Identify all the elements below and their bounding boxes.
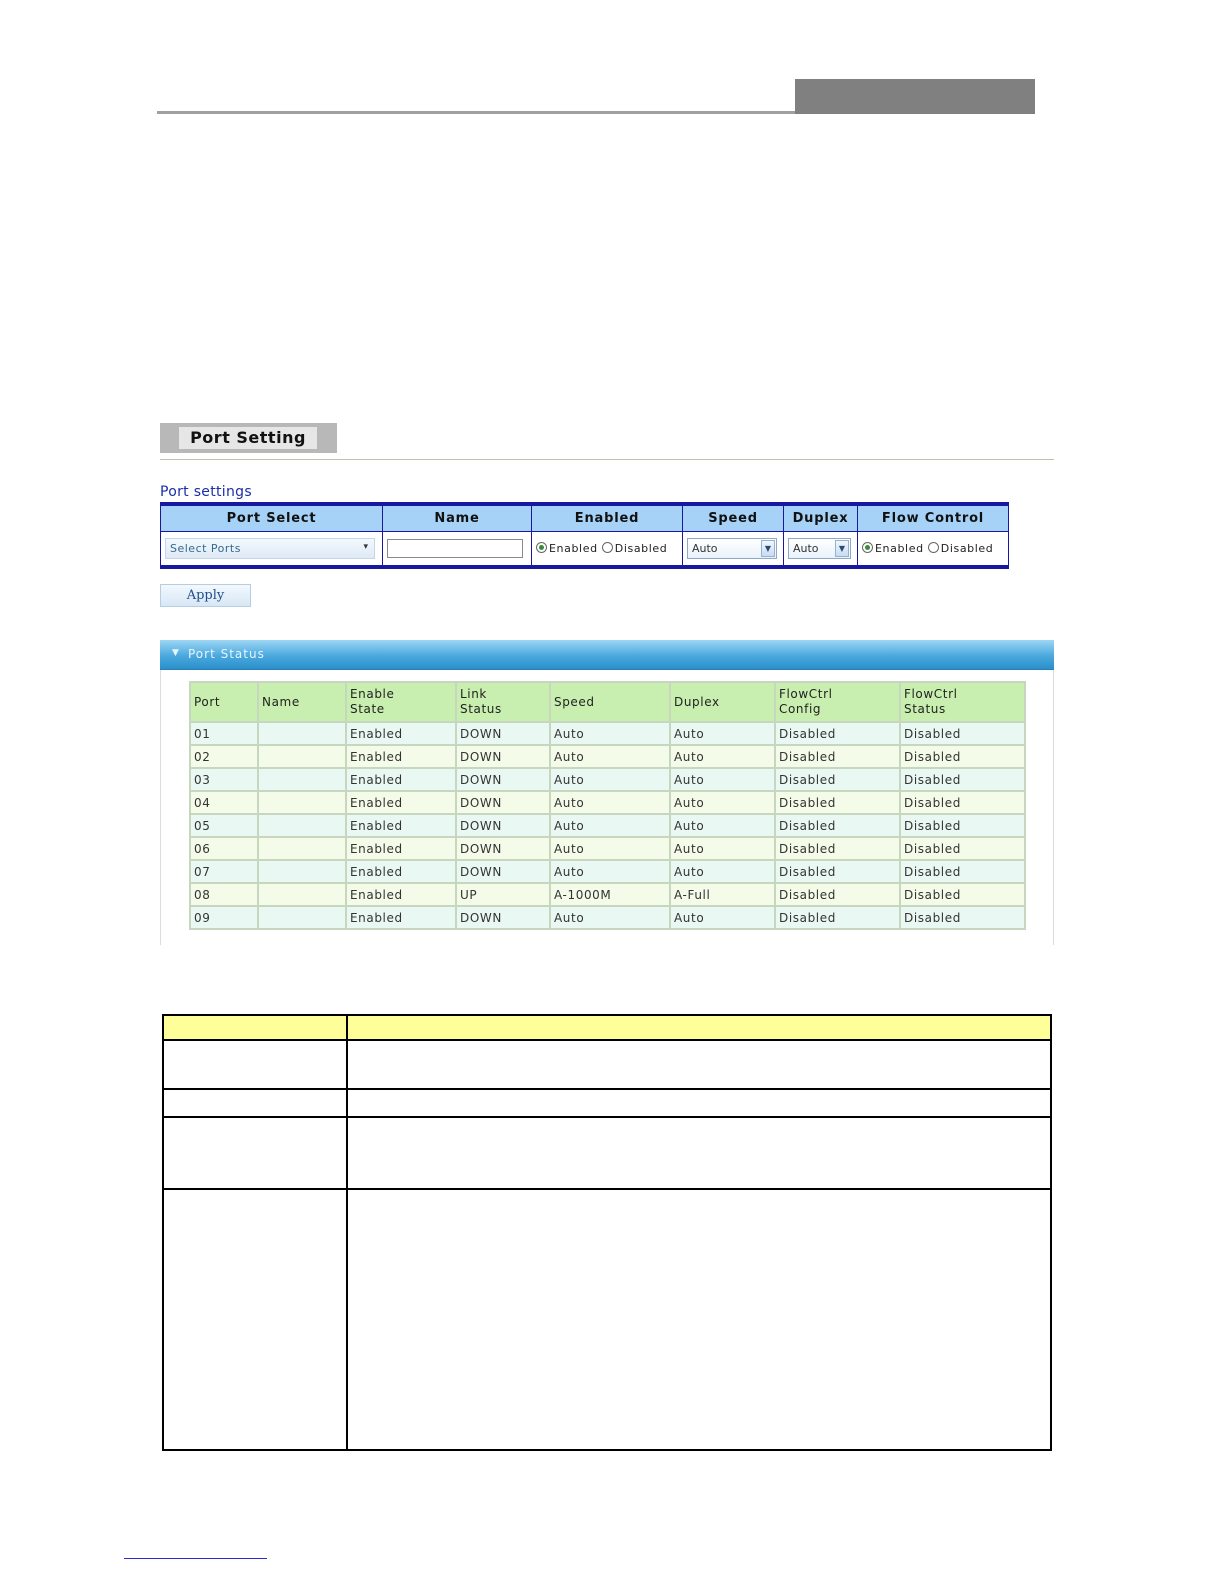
table-cell: Disabled	[900, 906, 1025, 929]
table-cell: Disabled	[775, 860, 900, 883]
header-block	[795, 79, 1035, 114]
table-cell: Disabled	[775, 906, 900, 929]
table-cell: A-Full	[670, 883, 775, 906]
table-cell: Disabled	[775, 722, 900, 745]
status-col-header	[346, 682, 456, 722]
port-select-value: Select Ports	[170, 542, 241, 555]
flow-disabled-option-label: Disabled	[940, 542, 994, 555]
col-duplex: Duplex	[784, 506, 858, 532]
status-col-header-line: Duplex	[674, 694, 720, 709]
table-cell: DOWN	[456, 722, 550, 745]
status-col-header-line: Port	[194, 694, 221, 709]
table-row	[190, 860, 1025, 883]
table-cell: Disabled	[900, 814, 1025, 837]
title-divider	[160, 459, 1054, 460]
radio-checked-icon	[536, 542, 547, 553]
table-row	[190, 768, 1025, 791]
port-settings-heading: Port settings	[160, 484, 252, 500]
table-cell: Auto	[670, 906, 775, 929]
table-cell: UP	[456, 883, 550, 906]
table-cell: 07	[190, 860, 258, 883]
table-cell: DOWN	[456, 906, 550, 929]
flow-control-radio-group	[858, 532, 1008, 565]
table-cell: Auto	[670, 837, 775, 860]
col-enabled: Enabled	[532, 506, 683, 532]
table-cell: Auto	[670, 814, 775, 837]
table-cell: DOWN	[456, 745, 550, 768]
table-cell: Disabled	[900, 722, 1025, 745]
table-cell	[258, 860, 346, 883]
table-cell: Enabled	[346, 906, 456, 929]
table-row	[190, 906, 1025, 929]
port-select-cell	[161, 532, 383, 565]
radio-unchecked-icon	[602, 542, 613, 553]
status-col-header-line: FlowCtrl	[904, 687, 958, 701]
port-status-panel	[160, 640, 1054, 945]
enabled-radio-enabled[interactable]	[536, 542, 598, 555]
table-cell: Enabled	[346, 860, 456, 883]
desc-cell	[163, 1040, 347, 1089]
desc-cell	[163, 1189, 347, 1450]
chevron-down-icon: ▾	[363, 542, 369, 552]
port-status-body	[160, 670, 1054, 945]
desc-cell	[347, 1089, 1051, 1117]
table-cell	[258, 768, 346, 791]
table-cell: Enabled	[346, 814, 456, 837]
footer-link-rule	[124, 1558, 267, 1559]
desc-cell	[347, 1117, 1051, 1189]
status-col-header	[775, 682, 900, 722]
desc-cell	[163, 1089, 347, 1117]
table-cell: Auto	[550, 837, 670, 860]
table-cell: Enabled	[346, 883, 456, 906]
chevron-down-icon: ▼	[761, 540, 775, 557]
description-table	[162, 1014, 1052, 1451]
table-row	[190, 791, 1025, 814]
table-cell	[258, 745, 346, 768]
table-cell: Enabled	[346, 722, 456, 745]
table-cell: DOWN	[456, 814, 550, 837]
table-cell: Auto	[550, 768, 670, 791]
status-col-header	[258, 682, 346, 722]
table-cell: Auto	[670, 745, 775, 768]
enabled-radio-disabled[interactable]	[602, 542, 668, 555]
table-cell: Auto	[670, 791, 775, 814]
table-cell: Disabled	[775, 814, 900, 837]
table-cell: DOWN	[456, 837, 550, 860]
port-status-header[interactable]	[160, 640, 1054, 670]
col-flow-control: Flow Control	[858, 506, 1008, 532]
status-col-header-line: Link	[460, 687, 487, 701]
status-col-header-line: Status	[904, 702, 946, 716]
table-cell: Disabled	[775, 745, 900, 768]
status-col-header-line: Speed	[554, 694, 595, 709]
flow-control-radio-enabled[interactable]	[862, 542, 924, 555]
table-cell: Disabled	[900, 791, 1025, 814]
page-title-tab	[160, 423, 337, 453]
port-name-input[interactable]	[387, 539, 523, 558]
name-cell	[383, 532, 532, 565]
col-port-select: Port Select	[161, 506, 383, 532]
status-col-header-line: FlowCtrl	[779, 687, 833, 701]
status-col-header-line: Name	[262, 694, 300, 709]
status-col-header-line: Enable	[350, 687, 395, 701]
duplex-select[interactable]	[788, 538, 851, 559]
status-col-header	[670, 682, 775, 722]
table-cell	[258, 814, 346, 837]
table-cell: Disabled	[900, 745, 1025, 768]
col-name: Name	[383, 506, 532, 532]
table-cell: 01	[190, 722, 258, 745]
table-row	[190, 722, 1025, 745]
flow-enabled-option-label: Enabled	[875, 542, 924, 555]
page-title: Port Setting	[179, 427, 317, 449]
table-cell: 02	[190, 745, 258, 768]
table-cell: Auto	[550, 860, 670, 883]
table-cell: Enabled	[346, 745, 456, 768]
table-cell: Enabled	[346, 768, 456, 791]
table-cell: A-1000M	[550, 883, 670, 906]
desc-header-cell	[347, 1015, 1051, 1040]
desc-cell	[347, 1040, 1051, 1089]
status-col-header-line: Config	[779, 702, 822, 716]
table-cell: 08	[190, 883, 258, 906]
table-cell: Disabled	[900, 860, 1025, 883]
table-cell: DOWN	[456, 791, 550, 814]
table-cell: Auto	[550, 722, 670, 745]
table-row	[190, 814, 1025, 837]
table-cell: 04	[190, 791, 258, 814]
table-cell: Disabled	[775, 791, 900, 814]
port-status-table	[189, 681, 1026, 930]
collapse-triangle-icon: ▼	[172, 648, 180, 658]
enabled-option-label: Enabled	[549, 542, 598, 555]
table-cell	[258, 791, 346, 814]
table-cell: Enabled	[346, 791, 456, 814]
table-cell	[258, 837, 346, 860]
table-cell: DOWN	[456, 860, 550, 883]
status-col-header-line: State	[350, 702, 385, 716]
table-cell: 03	[190, 768, 258, 791]
desc-cell	[163, 1117, 347, 1189]
status-col-header	[550, 682, 670, 722]
speed-cell	[683, 532, 784, 565]
table-cell: Auto	[670, 722, 775, 745]
table-cell	[258, 906, 346, 929]
table-cell: Disabled	[900, 768, 1025, 791]
disabled-option-label: Disabled	[614, 542, 668, 555]
port-status-title: Port Status	[188, 647, 265, 661]
table-cell: 06	[190, 837, 258, 860]
table-cell: Auto	[550, 814, 670, 837]
header-rule	[157, 111, 795, 114]
desc-cell	[347, 1189, 1051, 1450]
table-cell: 05	[190, 814, 258, 837]
status-col-header	[900, 682, 1025, 722]
table-cell: Auto	[550, 906, 670, 929]
table-row	[190, 837, 1025, 860]
desc-header-cell	[163, 1015, 347, 1040]
table-cell: 09	[190, 906, 258, 929]
chevron-down-icon: ▼	[835, 540, 849, 557]
table-cell: Disabled	[900, 837, 1025, 860]
port-select-dropdown[interactable]	[165, 538, 375, 559]
status-col-header	[190, 682, 258, 722]
table-cell: Disabled	[775, 883, 900, 906]
radio-checked-icon	[862, 542, 873, 553]
speed-value: Auto	[692, 542, 718, 555]
duplex-value: Auto	[793, 542, 819, 555]
table-row	[190, 883, 1025, 906]
enabled-radio-group	[532, 532, 683, 565]
port-settings-table	[160, 502, 1009, 569]
table-cell: Disabled	[900, 883, 1025, 906]
table-cell	[258, 722, 346, 745]
table-cell: Disabled	[775, 768, 900, 791]
table-cell: Disabled	[775, 837, 900, 860]
duplex-cell	[784, 532, 858, 565]
table-cell	[258, 883, 346, 906]
speed-select[interactable]	[687, 538, 777, 559]
apply-button[interactable]: Apply	[160, 584, 251, 607]
table-cell: Auto	[550, 745, 670, 768]
col-speed: Speed	[683, 506, 784, 532]
table-cell: Auto	[670, 768, 775, 791]
table-cell: Enabled	[346, 837, 456, 860]
table-cell: Auto	[670, 860, 775, 883]
table-cell: Auto	[550, 791, 670, 814]
table-row	[190, 745, 1025, 768]
status-col-header	[456, 682, 550, 722]
status-col-header-line: Status	[460, 702, 502, 716]
flow-control-radio-disabled[interactable]	[928, 542, 994, 555]
table-cell: DOWN	[456, 768, 550, 791]
radio-unchecked-icon	[928, 542, 939, 553]
